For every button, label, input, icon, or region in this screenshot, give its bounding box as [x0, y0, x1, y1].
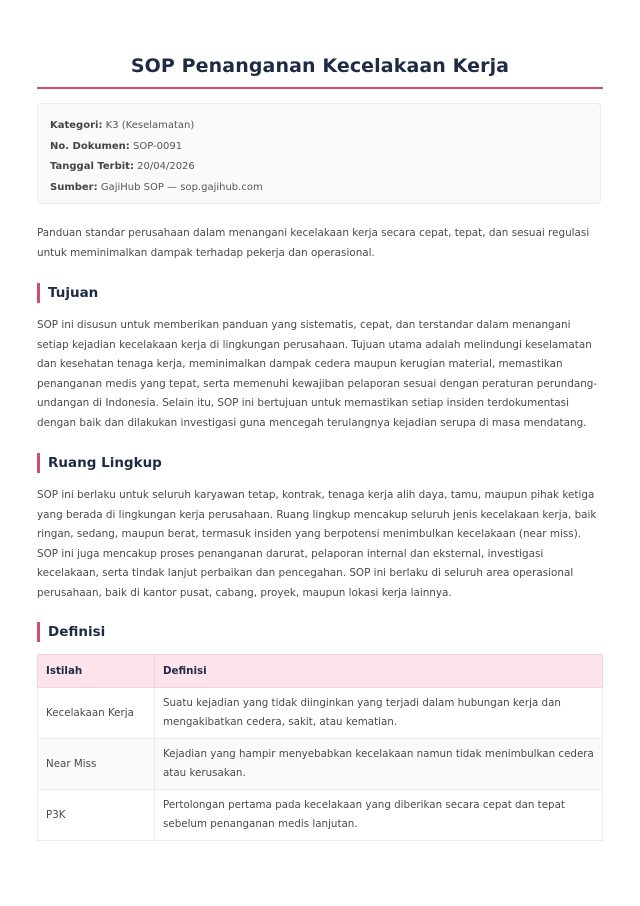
term-cell: Kecelakaan Kerja [38, 688, 155, 739]
definitions-table [37, 654, 603, 841]
table-row [38, 739, 603, 790]
definition-cell: Suatu kejadian yang tidak diinginkan yang terjadi dalam hubungan kerja dan mengakibatkan cedera, sakit, atau kematian. [155, 688, 603, 739]
meta-source [50, 180, 588, 201]
table-row [38, 790, 603, 841]
meta-value: K3 (Keselamatan) [105, 120, 195, 131]
section-heading-ruang-lingkup: Ruang Lingkup [37, 453, 162, 473]
meta-doc-number [50, 139, 588, 160]
intro-paragraph: Panduan standar perusahaan dalam menangani kecelakaan kerja secara cepat, tepat, dan sesuai regulasi untuk meminimalkan dampak terhadap pekerja dan operasional. [37, 227, 590, 259]
title-divider [37, 87, 603, 89]
definition-cell: Pertolongan pertama pada kecelakaan yang diberikan secara cepat dan tepat sebelum penanganan medis lanjutan. [155, 790, 603, 841]
section-heading-tujuan: Tujuan [37, 283, 98, 303]
meta-category [50, 118, 588, 139]
table-header-row [38, 655, 603, 688]
meta-issue-date [50, 159, 588, 180]
column-header-term: Istilah [38, 655, 155, 688]
definition-cell: Kejadian yang hampir menyebabkan kecelakaan namun tidak menimbulkan cedera atau kerusakan. [155, 739, 603, 790]
section-body-tujuan: SOP ini disusun untuk memberikan panduan yang sistematis, cepat, dan terstandar dalam menangani setiap kejadian kecelakaan kerja di lingkungan perusahaan. Tujuan utama adalah melindungi keselamatan dan kesehatan tenaga kerja, meminimalkan dampak cedera maupun kerugian material, memastikan penanganan medis yang tepat, serta memenuhi kewajiban pelaporan sesuai dengan peraturan perundang-undangan di Indonesia. Selain itu, SOP ini bertujuan untuk memastikan setiap insiden terdokumentasi dengan baik dan dilakukan investigasi guna mencegah terulangnya kejadian serupa di masa mendatang. [37, 319, 598, 429]
section-heading-definisi: Definisi [37, 622, 105, 642]
term-cell: P3K [38, 790, 155, 841]
page-title: SOP Penanganan Kecelakaan Kerja [130, 55, 510, 77]
column-header-definition: Definisi [155, 655, 603, 688]
meta-label: Sumber: [50, 181, 98, 193]
metadata-box [37, 103, 601, 204]
section-body-ruang-lingkup: SOP ini berlaku untuk seluruh karyawan tetap, kontrak, tenaga kerja alih daya, tamu, maupun pihak ketiga yang berada di lingkungan kerja perusahaan. Ruang lingkup mencakup seluruh jenis kecelakaan kerja, baik ringan, sedang, maupun berat, termasuk insiden yang berpotensi menimbulkan kecelakaan (near miss). SOP ini juga mencakup proses penanganan darurat, pelaporan internal dan eksternal, investigasi kecelakaan, serta tindak lanjut perbaikan dan pencegahan. SOP ini berlaku di seluruh area operasional perusahaan, baik di kantor pusat, cabang, proyek, maupun lokasi kerja lainnya. [37, 489, 597, 599]
meta-label: No. Dokumen: [50, 140, 130, 152]
meta-label: Tanggal Terbit: [50, 161, 134, 172]
meta-value: GajiHub SOP — sop.gajihub.com [100, 181, 263, 193]
meta-value: SOP-0091 [132, 140, 183, 152]
meta-value: 20/04/2026 [137, 161, 195, 172]
meta-label: Kategori: [50, 120, 103, 131]
table-row [38, 688, 603, 739]
term-cell: Near Miss [38, 739, 155, 790]
